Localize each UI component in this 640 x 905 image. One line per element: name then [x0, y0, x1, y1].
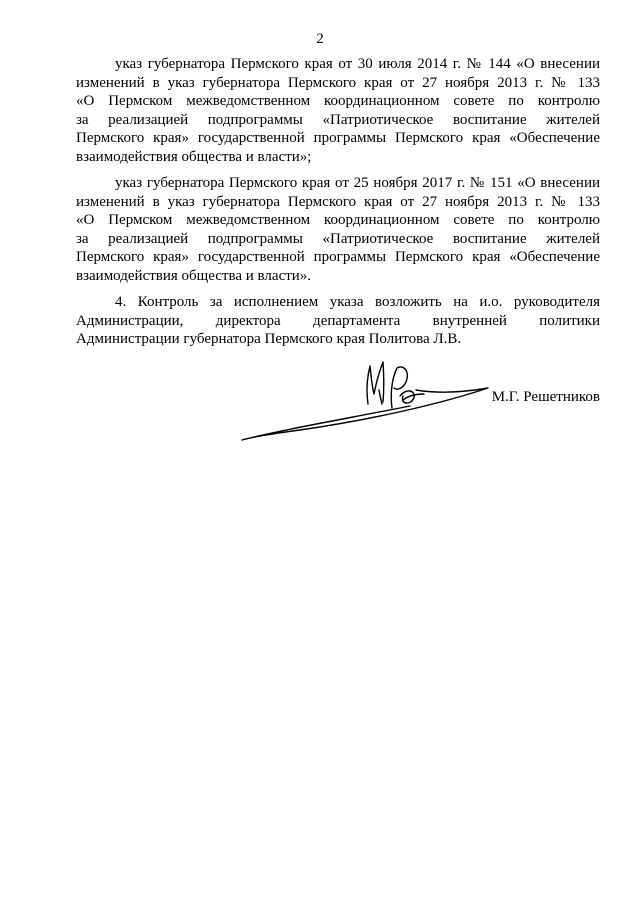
paragraph-spacer	[76, 285, 600, 293]
page-number: 2	[316, 31, 324, 47]
text-line: изменений в указ губернатора Пермского края от 27 ноября 2013 г. № 133	[76, 74, 600, 91]
text-line: указ губернатора Пермского края от 25 ноября 2017 г. № 151 «О внесении	[115, 175, 600, 191]
paragraph-decree-2017	[76, 174, 600, 285]
text-line: за реализацией подпрограммы «Патриотическое воспитание жителей	[76, 230, 600, 247]
text-line: указ губернатора Пермского края от 30 июля 2014 г. № 144 «О внесении	[115, 56, 600, 72]
paragraph-decree-2014	[76, 55, 600, 166]
text-line: «О Пермском межведомственном координационном совете по контролю	[76, 212, 600, 228]
text-line: Пермского края» государственной программы Пермского края «Обеспечение	[76, 249, 600, 265]
text-line: взаимодействия общества и власти»;	[76, 148, 312, 165]
paragraph-spacer	[76, 166, 600, 174]
text-line: «О Пермском межведомственном координационном совете по контролю	[76, 93, 600, 109]
text-line: изменений в указ губернатора Пермского края от 27 ноября 2013 г. № 133	[76, 193, 600, 210]
paragraph-control-clause	[76, 293, 600, 349]
text-line: Пермского края» государственной программы Пермского края «Обеспечение	[76, 130, 600, 146]
text-line: Администрации губернатора Пермского края Политова Л.В.	[76, 331, 462, 347]
handwritten-signature	[240, 360, 500, 460]
text-line: 4. Контроль за исполнением указа возложить на и.о. руководителя	[115, 294, 600, 310]
text-line: Администрации, директора департамента внутренней политики	[76, 312, 600, 329]
signer-name: М.Г. Решетников	[491, 389, 600, 405]
text-line: взаимодействия общества и власти».	[76, 267, 312, 284]
document-body	[76, 55, 600, 349]
text-line: за реализацией подпрограммы «Патриотическое воспитание жителей	[76, 111, 600, 128]
